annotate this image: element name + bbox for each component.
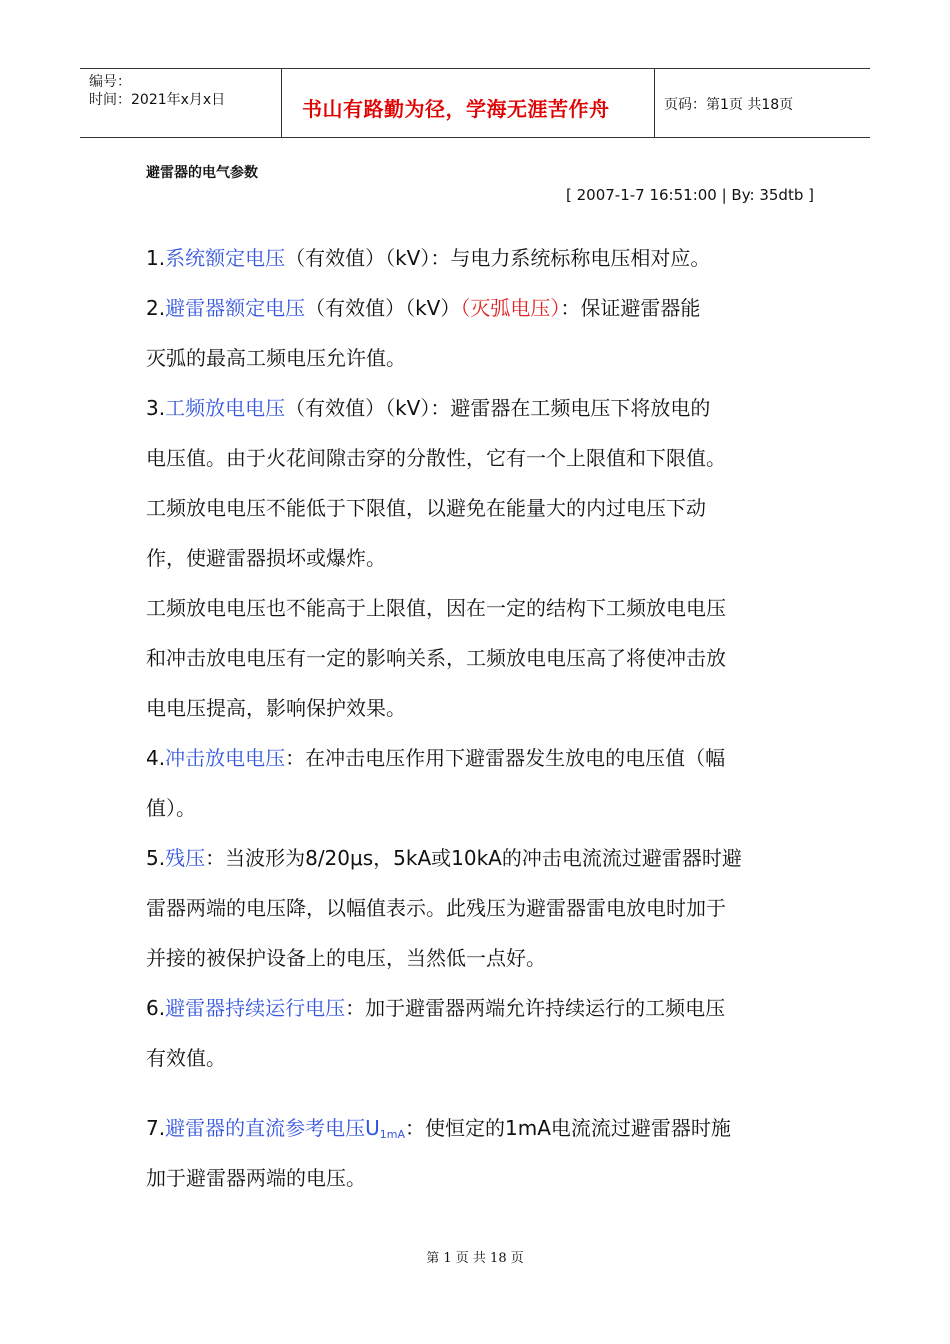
- paragraph-line: [146, 983, 816, 1033]
- paragraph-line: 灭弧的最高工频电压允许值。: [146, 346, 406, 370]
- item-text: （有效值）（kV）：与电力系统标称电压相对应。: [285, 246, 711, 270]
- paragraph-line: [146, 733, 816, 783]
- item-text: ：当波形为8/20μs，5kA或10kA的冲击电流流过避雷器时避: [205, 846, 742, 870]
- item-number: 3.: [146, 396, 166, 420]
- item-term: 残压: [165, 846, 206, 870]
- header-table: [80, 68, 870, 138]
- paragraph-line: 有效值。: [146, 1046, 226, 1070]
- item-term: 避雷器额定电压: [165, 296, 306, 320]
- document-title: 避雷器的电气参数: [146, 165, 258, 181]
- item-number: 5.: [146, 846, 166, 870]
- item-term: 系统额定电压: [165, 246, 286, 270]
- paragraph-line: 雷器两端的电压降，以幅值表示。此残压为避雷器雷电放电时加于: [146, 896, 726, 920]
- paragraph-line: [146, 233, 816, 283]
- paragraph-line: 工频放电电压不能低于下限值，以避免在能量大的内过电压下动: [146, 496, 706, 520]
- item-subscript: 1mA: [379, 1128, 405, 1141]
- time-label: 时间：2021年x月x日: [89, 92, 226, 108]
- paragraph-line: [146, 383, 816, 433]
- header-cell-meta: [80, 69, 282, 137]
- paragraph-line: [146, 283, 816, 333]
- page-info: 页码：第1页 共18页: [664, 97, 794, 113]
- item-symbol: U: [365, 1116, 380, 1140]
- paragraph-line: 作，使避雷器损坏或爆炸。: [146, 546, 386, 570]
- item-term: 避雷器持续运行电压: [165, 996, 346, 1020]
- item-term: 避雷器的直流参考电压: [165, 1116, 366, 1140]
- paragraph-line: 值）。: [146, 796, 196, 820]
- motto: 书山有路勤为径，学海无涯苦作舟: [302, 97, 610, 121]
- paragraph-line: 和冲击放电电压有一定的影响关系，工频放电电压高了将使冲击放: [146, 646, 726, 670]
- paragraph-line: [146, 1103, 816, 1153]
- item-number: 7.: [146, 1116, 166, 1140]
- number-label: 编号：: [89, 74, 131, 90]
- item-highlight: （灭弧电压）: [460, 296, 561, 320]
- item-text: ：在冲击电压作用下避雷器发生放电的电压值（幅: [285, 746, 726, 770]
- item-text: ：加于避雷器两端允许持续运行的工频电压: [345, 996, 726, 1020]
- item-text: （有效值）（kV）: [305, 296, 461, 320]
- post-meta: [ 2007-1-7 16:51:00 | By: 35dtb ]: [566, 186, 814, 204]
- header-cell-page: [655, 69, 870, 137]
- item-number: 2.: [146, 296, 166, 320]
- item-text: ：保证避雷器能: [560, 296, 701, 320]
- paragraph-line: 加于避雷器两端的电压。: [146, 1166, 366, 1190]
- paragraph-line: 电电压提高，影响保护效果。: [146, 696, 406, 720]
- spacer: [146, 1083, 816, 1103]
- paragraph-line: [146, 833, 816, 883]
- item-text: ：使恒定的1mA电流流过避雷器时施: [404, 1116, 731, 1140]
- item-term: 工频放电电压: [165, 396, 286, 420]
- item-number: 6.: [146, 996, 166, 1020]
- page-footer: 第 1 页 共 18 页: [426, 1251, 524, 1266]
- header-cell-motto: [282, 69, 655, 137]
- item-number: 4.: [146, 746, 166, 770]
- document-body: [146, 233, 816, 1203]
- paragraph-line: 并接的被保护设备上的电压，当然低一点好。: [146, 946, 546, 970]
- item-term: 冲击放电电压: [165, 746, 286, 770]
- item-text: （有效值）（kV）：避雷器在工频电压下将放电的: [285, 396, 711, 420]
- paragraph-line: 工频放电电压也不能高于上限值，因在一定的结构下工频放电电压: [146, 596, 726, 620]
- item-number: 1.: [146, 246, 166, 270]
- paragraph-line: 电压值。由于火花间隙击穿的分散性，它有一个上限值和下限值。: [146, 446, 726, 470]
